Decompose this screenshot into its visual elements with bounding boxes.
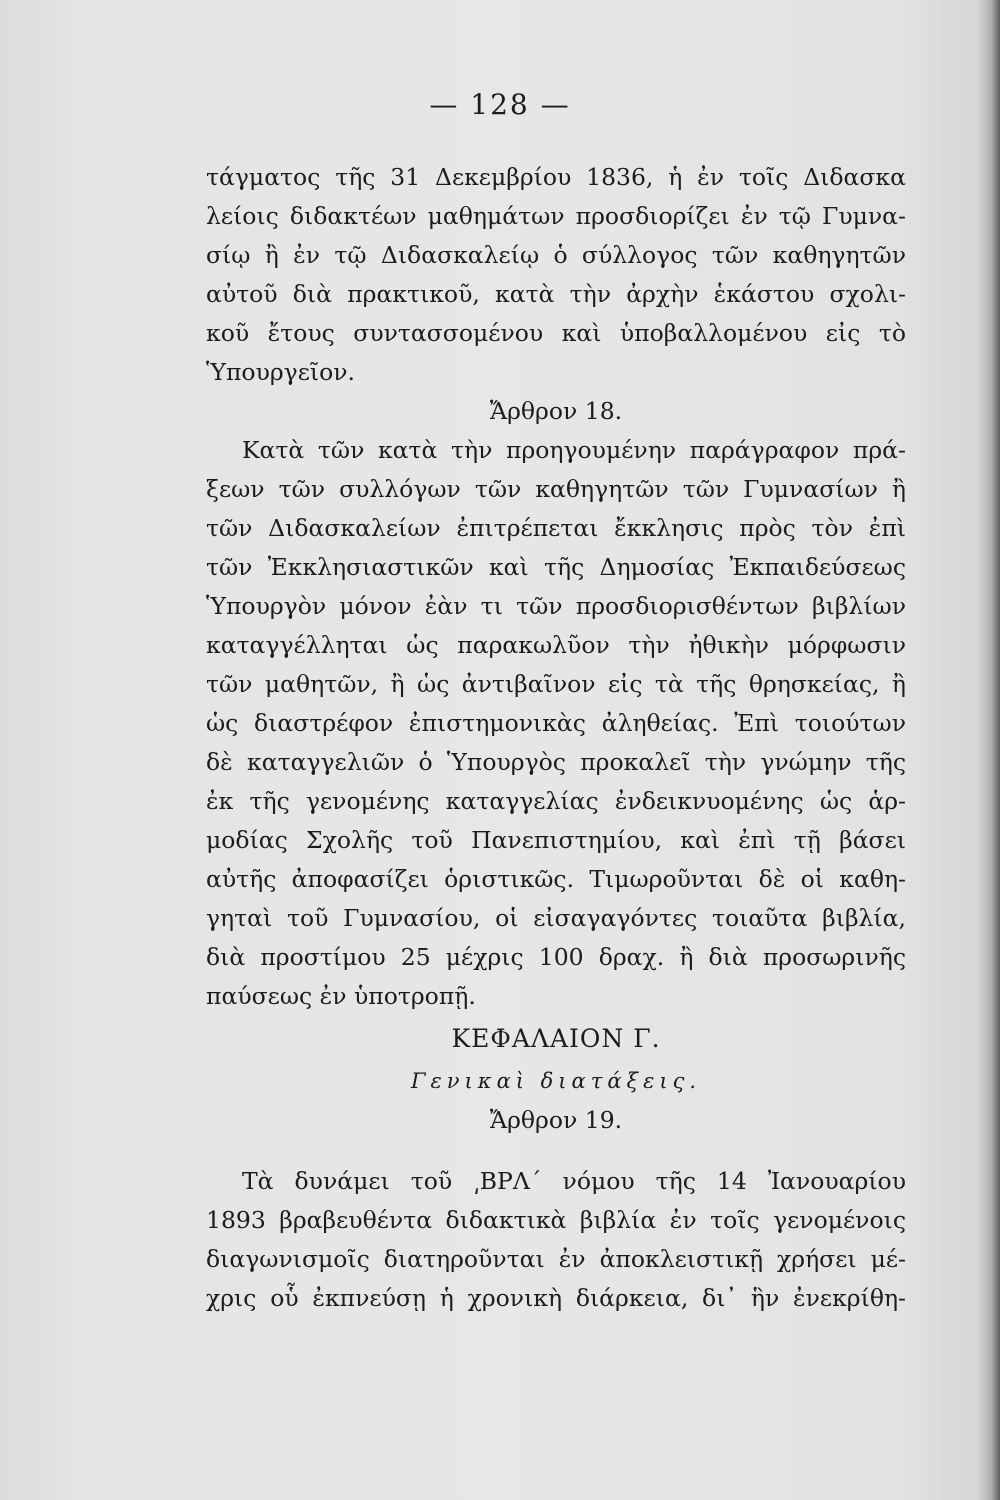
text-line: τῶν Ἐκκλησιαστικῶν καὶ τῆς Δημοσίας Ἐκπαιδεύσεως xyxy=(206,553,906,581)
text-line: γηταὶ τοῦ Γυμνασίου, οἱ εἰσαγαγόντες τοιαῦτα βιβλία, xyxy=(206,904,906,932)
chapter-title: ΚΕΦΑΛΑΙΟΝ Γ. xyxy=(451,1024,661,1053)
text-line: παύσεως ἐν ὑποτροπῇ. xyxy=(206,982,476,1010)
text-line: Κατὰ τῶν κατὰ τὴν προηγουμένην παράγραφον πρά- xyxy=(242,436,906,464)
text-line: ἐκ τῆς γενομένης καταγγελίας ἐνδεικνυομένης ὡς ἁρ- xyxy=(206,787,906,815)
text-line: 1893 βραβευθέντα διδακτικὰ βιβλία ἐν τοῖς γενομένοις xyxy=(206,1206,906,1234)
page-edge-shadow xyxy=(978,0,1000,1500)
text-line: διαγωνισμοῖς διατηροῦνται ἐν ἀποκλειστικῇ χρήσει μέ- xyxy=(206,1245,906,1273)
spacer xyxy=(206,1140,906,1162)
text-line: τῶν μαθητῶν, ἢ ὡς ἀντιβαῖνον εἰς τὰ τῆς θρησκείας, ἢ xyxy=(206,670,906,698)
page-number: — 128 — xyxy=(429,88,571,121)
text-line: τῶν Διδασκαλείων ἐπιτρέπεται ἔκκλησις πρὸς τὸν ἐπὶ xyxy=(206,514,906,542)
text-line: μοδίας Σχολῆς τοῦ Πανεπιστημίου, καὶ ἐπὶ τῇ βάσει xyxy=(206,826,906,854)
article-heading-19: Ἄρθρον 19. xyxy=(489,1106,623,1134)
text-line: Ὑπουργεῖον. xyxy=(206,358,356,386)
text-line: χρις οὗ ἐκπνεύσῃ ἡ χρονικὴ διάρκεια, δι᾽ ἣν ἐνεκρίθη- xyxy=(206,1284,906,1312)
page-body xyxy=(206,158,906,1318)
text-line: δὲ καταγγελιῶν ὁ Ὑπουργὸς προκαλεῖ τὴν γνώμην τῆς xyxy=(206,748,906,776)
article-heading-18: Ἄρθρον 18. xyxy=(489,397,623,425)
text-line: Τὰ δυνάμει τοῦ ͵ΒΡΛ΄ νόμου τῆς 14 Ἰανουαρίου xyxy=(242,1167,906,1195)
text-line: λείοις διδακτέων μαθημάτων προσδιορίζει ἐν τῷ Γυμνα- xyxy=(206,202,906,230)
text-line: κοῦ ἔτους συντασσομένου καὶ ὑποβαλλομένου εἰς τὸ xyxy=(206,319,906,347)
text-line: αὐτῆς ἀποφασίζει ὁριστικῶς. Τιμωροῦνται δὲ οἱ καθη- xyxy=(206,865,906,893)
text-line: ξεων τῶν συλλόγων τῶν καθηγητῶν τῶν Γυμνασίων ἢ xyxy=(206,475,906,503)
text-line: καταγγέλληται ὡς παρακωλῦον τὴν ἠθικὴν μόρφωσιν xyxy=(206,631,906,659)
text-line: σίῳ ἢ ἐν τῷ Διδασκαλείῳ ὁ σύλλογος τῶν καθηγητῶν xyxy=(206,241,906,269)
text-line: Ὑπουργὸν μόνον ἐὰν τι τῶν προσδιορισθέντων βιβλίων xyxy=(206,592,906,620)
text-line: αὐτοῦ διὰ πρακτικοῦ, κατὰ τὴν ἀρχὴν ἑκάστου σχολι- xyxy=(206,280,906,308)
chapter-subtitle: Γενικαὶ διατάξεις. xyxy=(410,1069,702,1093)
text-line: διὰ προστίμου 25 μέχρις 100 δραχ. ἢ διὰ προσωρινῆς xyxy=(206,943,906,971)
text-line: τάγματος τῆς 31 Δεκεμβρίου 1836, ἡ ἐν τοῖς Διδασκα xyxy=(206,163,906,191)
text-line: ὡς διαστρέφον ἐπιστημονικὰς ἀληθείας. Ἐπὶ τοιούτων xyxy=(206,709,906,737)
